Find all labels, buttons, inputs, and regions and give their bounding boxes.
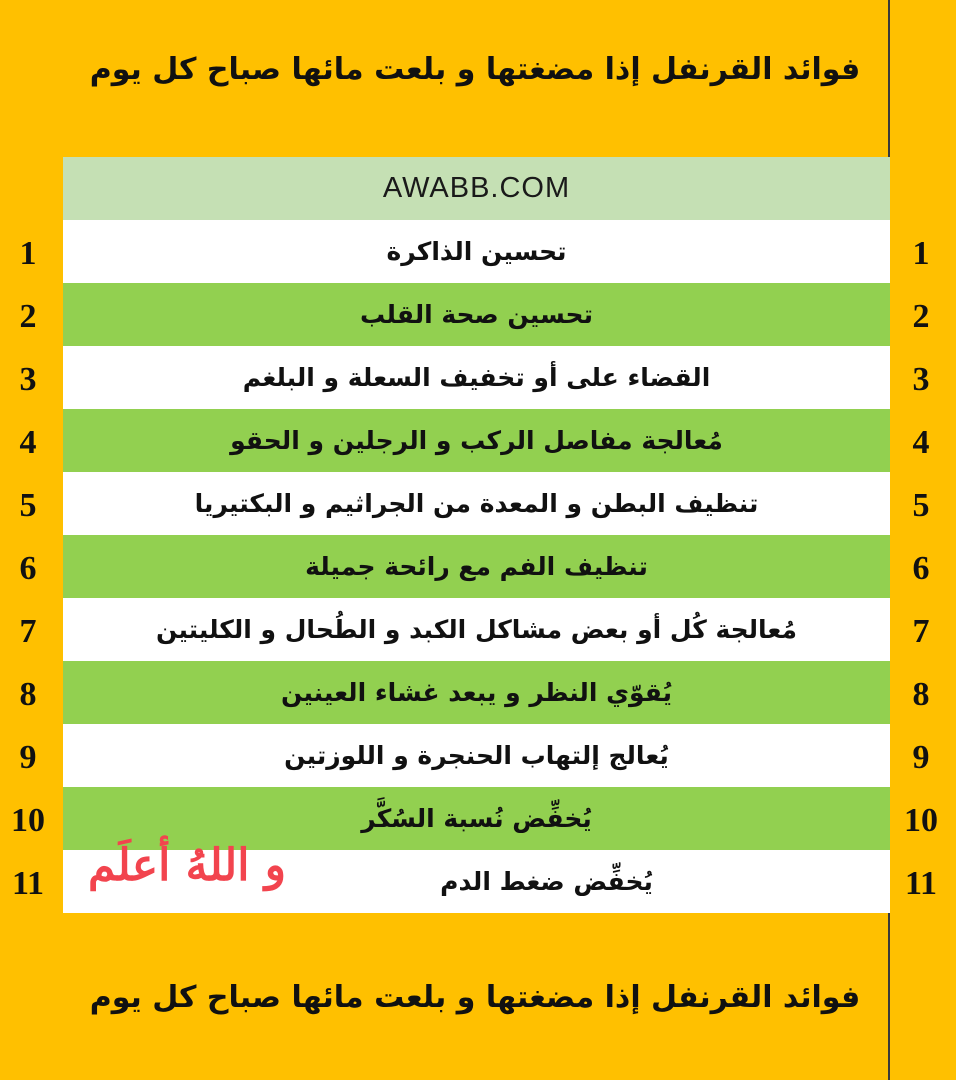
table-row bbox=[63, 220, 890, 283]
row-number-left: 9 bbox=[19, 739, 37, 776]
row-number-right: 5 bbox=[912, 487, 930, 524]
row-text: يُخفِّض ضغط الدم bbox=[440, 867, 653, 896]
table-row bbox=[63, 409, 890, 472]
table-row bbox=[63, 724, 890, 787]
row-number-left: 2 bbox=[19, 298, 37, 335]
row-number-left: 1 bbox=[19, 235, 37, 272]
row-text: مُعالجة كُل أو بعض مشاكل الكبد و الطُحال و الكليتين bbox=[155, 615, 798, 644]
row-number-right: 3 bbox=[912, 361, 930, 398]
table-row bbox=[63, 472, 890, 535]
row-text: تحسين صحة القلب bbox=[360, 300, 593, 329]
row-number-left: 3 bbox=[19, 361, 37, 398]
row-number-right: 1 bbox=[912, 235, 930, 272]
table-header: AWABB.COM bbox=[63, 157, 890, 220]
row-number-left: 10 bbox=[11, 802, 45, 839]
row-number-right: 10 bbox=[904, 802, 938, 839]
row-number-right: 4 bbox=[912, 424, 930, 461]
row-number-right: 8 bbox=[912, 676, 930, 713]
row-number-right: 2 bbox=[912, 298, 930, 335]
row-number-left: 7 bbox=[19, 613, 37, 650]
row-text: القضاء على أو تخفيف السعلة و البلغم bbox=[242, 363, 711, 392]
row-text: تنظيف الفم مع رائحة جميلة bbox=[305, 552, 648, 581]
table-row bbox=[63, 661, 890, 724]
page-title: فوائد القرنفل إذا مضغتها و بلعت مائها صباح كل يوم bbox=[89, 52, 861, 87]
row-number-left: 5 bbox=[19, 487, 37, 524]
row-number-right: 11 bbox=[904, 865, 938, 902]
table-row bbox=[63, 598, 890, 661]
closing-phrase: و اللهُ أعلَم bbox=[88, 840, 286, 891]
row-number-left: 6 bbox=[19, 550, 37, 587]
table-row bbox=[63, 346, 890, 409]
row-text: يُخفِّض نُسبة السُكَّر bbox=[361, 804, 592, 833]
row-number-right: 7 bbox=[912, 613, 930, 650]
row-text: مُعالجة مفاصل الركب و الرجلين و الحقو bbox=[230, 426, 723, 455]
row-number-left: 11 bbox=[11, 865, 45, 902]
row-number-right: 9 bbox=[912, 739, 930, 776]
row-text: تحسين الذاكرة bbox=[386, 237, 567, 266]
table-row bbox=[63, 535, 890, 598]
benefits-table bbox=[63, 157, 890, 913]
row-number-right: 6 bbox=[912, 550, 930, 587]
table-row bbox=[63, 283, 890, 346]
row-number-left: 4 bbox=[19, 424, 37, 461]
row-text: تنظيف البطن و المعدة من الجراثيم و البكتيريا bbox=[194, 489, 759, 518]
footer-title: فوائد القرنفل إذا مضغتها و بلعت مائها صباح كل يوم bbox=[89, 980, 861, 1015]
row-number-left: 8 bbox=[19, 676, 37, 713]
row-text: يُعالج إلتهاب الحنجرة و اللوزتين bbox=[284, 741, 669, 770]
row-text: يُقوّي النظر و يبعد غشاء العينين bbox=[280, 678, 673, 707]
